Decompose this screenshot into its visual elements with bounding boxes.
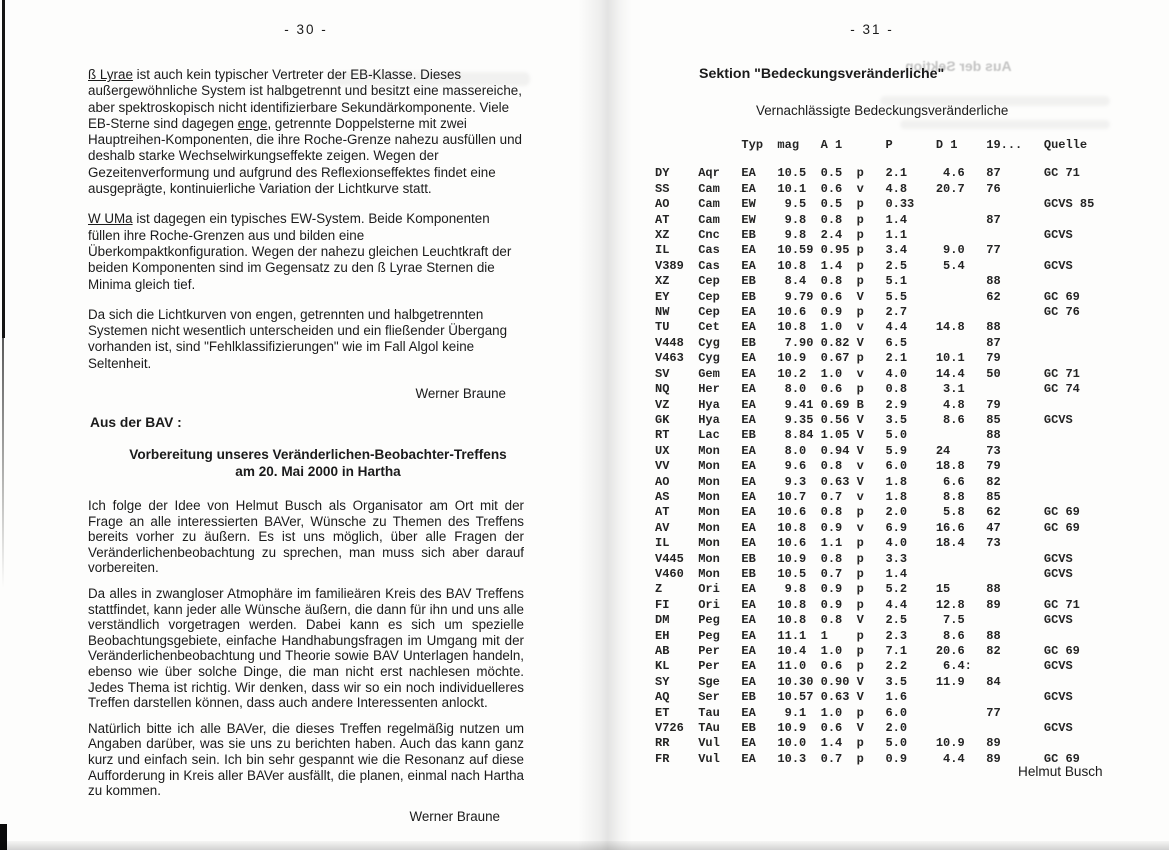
table-subtitle: Vernachlässigte Bedeckungsveränderliche — [756, 103, 1009, 118]
right-page-number: - 31 - — [850, 22, 894, 37]
table-row: AT Cam EW 9.8 0.8 p 1.4 87 — [655, 212, 1044, 227]
table-row: Z Ori EA 9.8 0.9 p 5.2 15 88 — [655, 582, 1044, 597]
table-row: IL Mon EA 10.6 1.1 p 4.0 18.4 73 — [655, 536, 1044, 551]
text-segment: Natürlich bitte ich alle BAVer, die dieses Treffen regelmäßig nutzen um Angaben darüber, was sie uns zu berichten haben. Auch das kann ganz kurz und einfach sein. Ich bin sehr gespannt wie die Resonanz auf diese Aufforderung in Kreis aller BAVer ausfällt, die planen, einmal nach Hartha zu kommen. — [88, 720, 524, 799]
left-page — [88, 22, 524, 836]
table-row: NW Cep EA 10.6 0.9 p 2.7 GC 76 — [655, 305, 1080, 320]
table-row: V445 Mon EB 10.9 0.8 p 3.3 GCVS — [655, 551, 1073, 566]
variable-star-table — [655, 138, 1094, 767]
table-row: V463 Cyg EA 10.9 0.67 p 2.1 10.1 79 — [655, 351, 1044, 366]
table-row: UX Mon EA 8.0 0.94 V 5.9 24 73 — [655, 443, 1044, 458]
paragraph — [88, 498, 524, 576]
signature-werner-braune-1: Werner Braune — [415, 386, 506, 402]
table-row: FR Vul EA 10.3 0.7 p 0.9 4.4 89 GC 69 — [655, 751, 1080, 766]
announcement-title-line1: Vorbereitung unseres Veränderlichen-Beobachter-Treffens — [129, 447, 507, 463]
paragraph — [88, 586, 524, 711]
text-segment: , getrennte Doppelsterne mit zwei Hauptreihen-Komponenten, die ihre Roche-Grenze nahezu ausfüllen und deshalb starke Wechselwirkungseffekte zeigen. Wegen der Gezeitenverformung und aufgrund des Reflexionseffektes findet eine ausgeprägte, kontinuierliche Variation der Lichtkurve statt. — [88, 115, 522, 197]
table-row: RT Lac EB 8.84 1.05 V 5.0 88 — [655, 428, 1044, 443]
table-row: XZ Cep EB 8.4 0.8 p 5.1 88 — [655, 274, 1044, 289]
table-row: ET Tau EA 9.1 1.0 p 6.0 77 — [655, 705, 1044, 720]
table-row: AO Mon EA 9.3 0.63 V 1.8 6.6 82 — [655, 474, 1044, 489]
bleedthrough-text: Aus der Sektion — [905, 58, 1012, 74]
table-row: AT Mon EA 10.6 0.8 p 2.0 5.8 62 GC 69 — [655, 505, 1080, 520]
text-segment: ist dagegen ein typisches EW-System. Beide Komponenten füllen ihre Roche-Grenzen aus und bilden eine Überkompaktkonfiguration. Wegen der nahezu gleichen Leuchtkraft der beiden Komponenten sind im Gegensatz zu den ß Lyrae Sternen die Minima gleich tief. — [88, 211, 512, 292]
table-row: VV Mon EA 9.6 0.8 v 6.0 18.8 79 — [655, 459, 1044, 474]
table-row: DM Peg EA 10.8 0.8 V 2.5 7.5 GCVS — [655, 613, 1073, 628]
table-row: AS Mon EA 10.7 0.7 v 1.8 8.8 85 — [655, 489, 1044, 504]
table-row: SY Sge EA 10.30 0.90 V 3.5 11.9 84 — [655, 674, 1044, 689]
table-row: EH Peg EA 11.1 1 p 2.3 8.6 88 — [655, 628, 1044, 643]
text-segment: Da sich die Lichtkurven von engen, getrennten und halbgetrennten Systemen nicht wesentlich unterscheiden und ein fließender Übergang vorhanden ist, sind "Fehlklassifizierungen" wie im Fall Algol keine Seltenheit. — [88, 306, 508, 371]
text-segment: Da alles in zwangloser Atmophäre im familieären Kreis des BAV Treffens stattfindet, kann jeder alle Wünsche äußern, die dann für ihn und uns alle verständlich vorgetragen werden. Dabei kann es sich um spezielle Beobachtungsgebiete, einfache Handhabungsfragen im Umgang mit der Veränderlichenbeobachtung und Theorie sowie BAV Unterlagen handeln, ebenso wie über solche Dinge, die man nicht erst nachlesen möchte. Jedes Thema ist richtig. Wir denken, dass wir so ein noch individuelleres Treffen darstellen können, dass auch andere Interessenten anlockt. — [88, 586, 524, 711]
paragraph — [88, 67, 524, 197]
announcement-title-line2: am 20. Mai 2000 in Hartha — [235, 464, 401, 480]
table-row: SV Gem EA 10.2 1.0 v 4.0 14.4 50 GC 71 — [655, 366, 1080, 381]
table-row: NQ Her EA 8.0 0.6 p 0.8 3.1 GC 74 — [655, 382, 1080, 397]
scan-edge-line — [2, 0, 5, 338]
section-heading-aus-der-bav: Aus der BAV : — [90, 415, 182, 431]
table-row: EY Cep EB 9.79 0.6 V 5.5 62 GC 69 — [655, 289, 1080, 304]
table-row: RR Vul EA 10.0 1.4 p 5.0 10.9 89 — [655, 736, 1044, 751]
table-row: V726 TAu EB 10.9 0.6 V 2.0 GCVS — [655, 721, 1073, 736]
signature-helmut-busch: Helmut Busch — [1018, 764, 1103, 779]
paragraph — [88, 211, 524, 292]
table-row: TU Cet EA 10.8 1.0 v 4.4 14.8 88 — [655, 320, 1044, 335]
table-row: SS Cam EA 10.1 0.6 v 4.8 20.7 76 — [655, 181, 1044, 196]
table-row: VZ Hya EA 9.41 0.69 B 2.9 4.8 79 — [655, 397, 1044, 412]
left-page-intro-text — [88, 67, 524, 372]
announcement-title — [112, 446, 524, 480]
table-row: AO Cam EW 9.5 0.5 p 0.33 GCVS 85 — [655, 197, 1095, 212]
table-row: DY Aqr EA 10.5 0.5 p 2.1 4.6 87 GC 71 — [655, 166, 1080, 181]
paragraph — [88, 307, 524, 372]
text-segment: ist auch kein typischer Vertreter der EB-Klasse. Dieses außergewöhnliche System ist halbgetrennt und besitzt eine massereiche, aber spektroskopisch nicht identifizierbare Sekundärkomponente. Viele EB-Sterne sind dagegen — [88, 67, 522, 131]
table-row: V389 Cas EA 10.8 1.4 p 2.5 5.4 GCVS — [655, 258, 1073, 273]
left-page-number: - 30 - — [284, 22, 328, 37]
underlined-term: ß Lyrae — [88, 67, 133, 82]
table-row: GK Hya EA 9.35 0.56 V 3.5 8.6 85 GCVS — [655, 412, 1073, 427]
underlined-term: W UMa — [88, 211, 133, 227]
table-row: AQ Ser EB 10.57 0.63 V 1.6 GCVS — [655, 690, 1073, 705]
announcement-body-text — [88, 498, 524, 799]
table-row: V448 Cyg EB 7.90 0.82 V 6.5 87 — [655, 335, 1044, 350]
section-heading-bedeckungsveraenderliche: Sektion "Bedeckungsveränderliche" — [699, 66, 945, 82]
underlined-term: enge — [237, 115, 268, 131]
table-row: XZ Cnc EB 9.8 2.4 p 1.1 GCVS — [655, 228, 1073, 243]
scan-edge-fade — [2, 338, 4, 588]
table-row: FI Ori EA 10.8 0.9 p 4.4 12.8 89 GC 71 — [655, 597, 1080, 612]
table-row: IL Cas EA 10.59 0.95 p 3.4 9.0 77 — [655, 243, 1044, 258]
signature-werner-braune-2: Werner Braune — [409, 808, 500, 824]
table-header-row: Typ mag A 1 P D 1 19... Quelle — [655, 138, 1088, 152]
table-row: KL Per EA 11.0 0.6 p 2.2 6.4: GCVS — [655, 659, 1073, 674]
page-gutter-shadow — [578, 0, 632, 850]
smudge — [900, 120, 1110, 129]
table-row: V460 Mon EB 10.5 0.7 p 1.4 GCVS — [655, 566, 1073, 581]
paragraph — [88, 721, 524, 799]
text-segment: Ich folge der Idee von Helmut Busch als Organisator am Ort mit der Frage an alle interessierten BAVer, Wünsche zu Themen des Treffens bereits vorher zu äußern. Es ist uns möglich, über alle Fragen der Veränderlichenbeobachtung zu sprechen, man muss sich aber darauf vorbereiten. — [88, 498, 524, 576]
table-row: AV Mon EA 10.8 0.9 v 6.9 16.6 47 GC 69 — [655, 520, 1080, 535]
table-row: AB Per EA 10.4 1.0 p 7.1 20.6 82 GC 69 — [655, 644, 1080, 658]
